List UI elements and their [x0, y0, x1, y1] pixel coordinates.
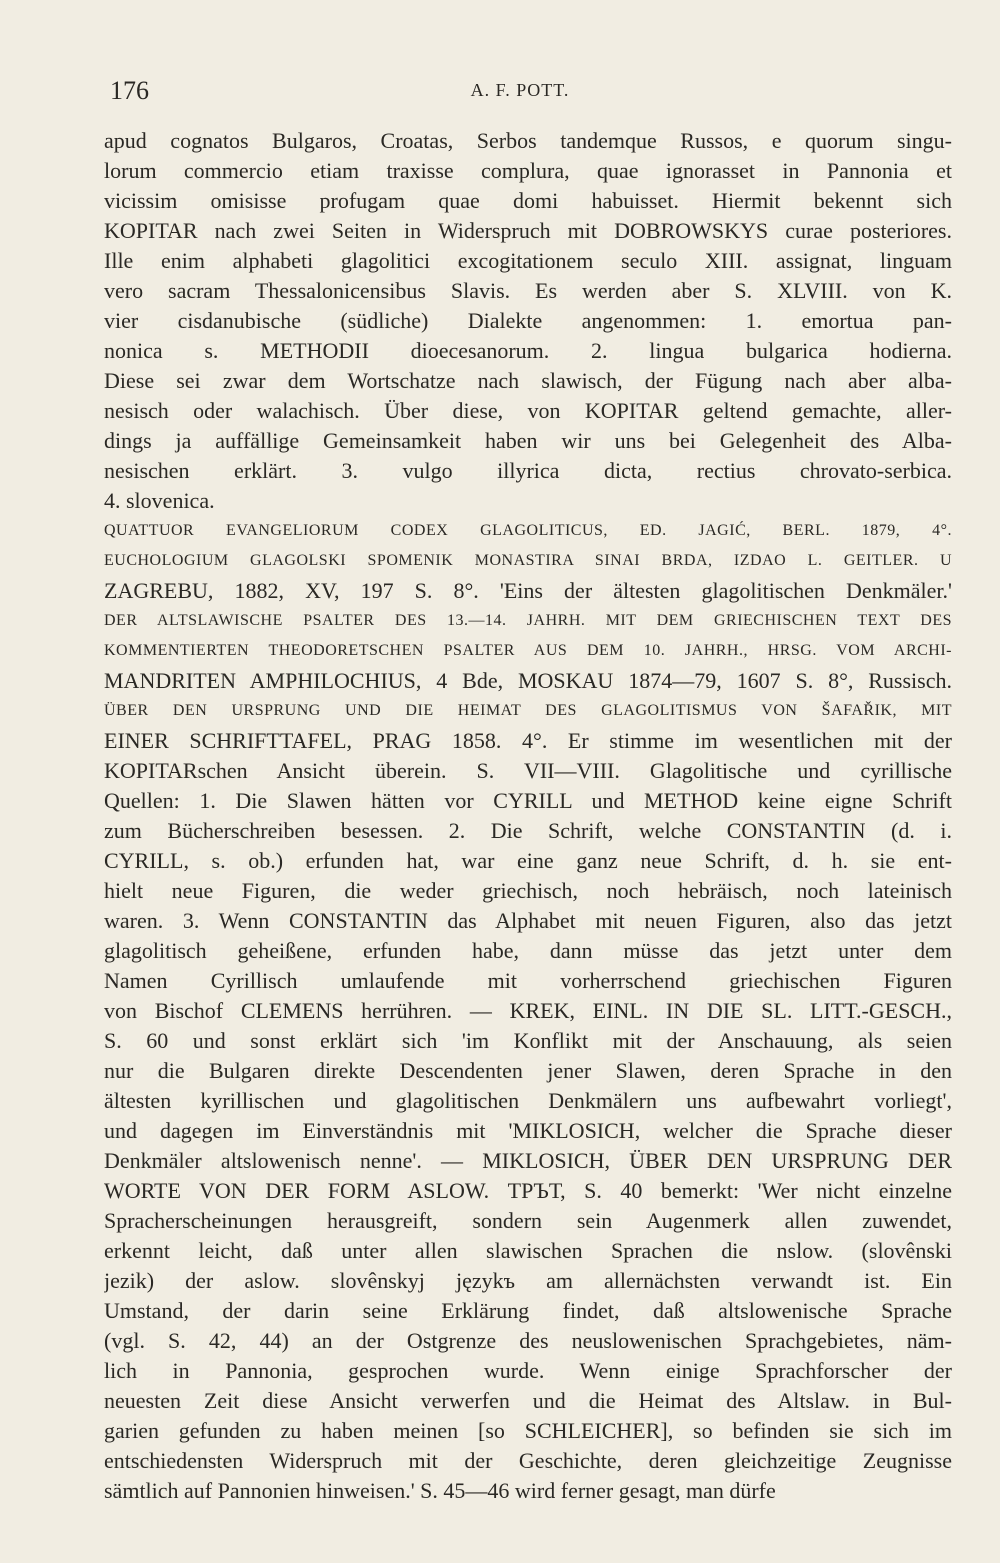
- text-line: apud cognatos Bulgaros, Croatas, Serbos tandemque Russos, e quorum singu-: [104, 128, 952, 153]
- text-line: ZAGREBU, 1882, XV, 197 S. 8°. 'Eins der ältesten glagolitischen Denkmäler.': [104, 578, 952, 603]
- text-line: Spracherscheinungen herausgreift, sondern sein Augenmerk allen zuwendet,: [104, 1208, 952, 1233]
- text-line: Diese sei zwar dem Wortschatze nach slawisch, der Fügung nach aber alba-: [104, 368, 952, 393]
- text-line: und dagegen im Einverständnis mit 'MIKLOSICH, welcher die Sprache dieser: [104, 1118, 952, 1143]
- text-line: zum Bücherschreiben besessen. 2. Die Schrift, welche CONSTANTIN (d. i.: [104, 818, 952, 843]
- text-line: S. 60 und sonst erklärt sich 'im Konflikt mit der Anschauung, als seien: [104, 1028, 952, 1053]
- text-line: vier cisdanubische (südliche) Dialekte angenommen: 1. emortua pan-: [104, 308, 952, 333]
- text-line: lich in Pannonia, gesprochen wurde. Wenn einige Sprachforscher der: [104, 1358, 952, 1383]
- text-line: WORTE VON DER FORM ASLOW. ТРЪТ, S. 40 bemerkt: 'Wer nicht einzelne: [104, 1178, 952, 1203]
- text-line: waren. 3. Wenn CONSTANTIN das Alphabet mit neuen Figuren, also das jetzt: [104, 908, 952, 933]
- text-line: erkennt leicht, daß unter allen slawischen Sprachen die nslow. (slovênski: [104, 1238, 952, 1263]
- text-line: neuesten Zeit diese Ansicht verwerfen und die Heimat des Altslaw. in Bul-: [104, 1388, 952, 1413]
- text-line: Umstand, der darin seine Erklärung findet, daß altslowenische Sprache: [104, 1298, 952, 1323]
- text-line: Quellen: 1. Die Slawen hätten vor CYRILL und METHOD keine eigne Schrift: [104, 788, 952, 813]
- text-line: von Bischof CLEMENS herrühren. — KREK, EINL. IN DIE SL. LITT.-GESCH.,: [104, 998, 952, 1023]
- text-line: ältesten kyrillischen und glagolitischen Denkmälern uns aufbewahrt vorliegt',: [104, 1088, 952, 1113]
- text-line: EUCHOLOGIUM GLAGOLSKI SPOMENIK MONASTIRA SINAI BRDA, IZDAO L. GEITLER. U: [104, 552, 952, 569]
- text-line: garien gefunden zu haben meinen [so SCHLEICHER], so befinden sie sich im: [104, 1418, 952, 1443]
- text-line: KOPITARschen Ansicht überein. S. VII—VIII. Glagolitische und cyrillische: [104, 758, 952, 783]
- text-line: dings ja auffällige Gemeinsamkeit haben wir uns bei Gelegenheit des Alba-: [104, 428, 952, 453]
- text-line: ÜBER DEN URSPRUNG UND DIE HEIMAT DES GLAGOLITISMUS VON ŠAFAŘIK, MIT: [104, 702, 952, 719]
- text-line: Denkmäler altslowenisch nenne'. — MIKLOSICH, ÜBER DEN URSPRUNG DER: [104, 1148, 952, 1173]
- text-line: vicissim omisisse profugam quae domi habuisset. Hiermit bekennt sich: [104, 188, 952, 213]
- text-line: sämtlich auf Pannonien hinweisen.' S. 45—46 wird ferner gesagt, man dürfe: [104, 1478, 776, 1503]
- text-line: nesisch oder walachisch. Über diese, von KOPITAR geltend gemachte, aller-: [104, 398, 952, 423]
- text-line: hielt neue Figuren, die weder griechisch, noch hebräisch, noch lateinisch: [104, 878, 952, 903]
- text-line: glagolitisch geheißene, erfunden habe, dann müsse das jetzt unter dem: [104, 938, 952, 963]
- text-line: vero sacram Thessalonicensibus Slavis. Es werden aber S. XLVIII. von K.: [104, 278, 952, 303]
- text-line: (vgl. S. 42, 44) an der Ostgrenze des neuslowenischen Sprachgebietes, näm-: [104, 1328, 952, 1353]
- text-line: QUATTUOR EVANGELIORUM CODEX GLAGOLITICUS, ED. JAGIĆ, BERL. 1879, 4°.: [104, 522, 952, 539]
- page-number: 176: [110, 76, 149, 105]
- text-line: nonica s. METHODII dioecesanorum. 2. lingua bulgarica hodierna.: [104, 338, 952, 363]
- page-header: [100, 72, 940, 112]
- text-line: lorum commercio etiam traxisse complura, quae ignorasset in Pannonia et: [104, 158, 952, 183]
- text-line: DER ALTSLAWISCHE PSALTER DES 13.—14. JAHRH. MIT DEM GRIECHISCHEN TEXT DES: [104, 612, 952, 629]
- text-line: EINER SCHRIFTTAFEL, PRAG 1858. 4°. Er stimme im wesentlichen mit der: [104, 728, 952, 753]
- text-line: KOPITAR nach zwei Seiten in Widerspruch mit DOBROWSKYS curae posteriores.: [104, 218, 952, 243]
- text-line: CYRILL, s. ob.) erfunden hat, war eine ganz neue Schrift, d. h. sie ent-: [104, 848, 952, 873]
- text-line: nesischen erklärt. 3. vulgo illyrica dicta, rectius chrovato-serbica.: [104, 458, 952, 483]
- text-line: entschiedensten Widerspruch mit der Geschichte, deren gleichzeitige Zeugnisse: [104, 1448, 952, 1473]
- text-line: jezik) der aslow. slovênskyj językъ am allernächsten verwandt ist. Ein: [104, 1268, 952, 1293]
- text-line: 4. slovenica.: [104, 488, 215, 513]
- text-line: Ille enim alphabeti glagolitici excogitationem seculo XIII. assignat, linguam: [104, 248, 952, 273]
- text-line: nur die Bulgaren direkte Descendenten jener Slawen, deren Sprache in den: [104, 1058, 952, 1083]
- text-line: KOMMENTIERTEN THEODORETSCHEN PSALTER AUS DEM 10. JAHRH., HRSG. VOM ARCHI-: [104, 642, 952, 659]
- running-head: A. F. POTT.: [470, 80, 570, 100]
- text-line: Namen Cyrillisch umlaufende mit vorherrschend griechischen Figuren: [104, 968, 952, 993]
- text-line: MANDRITEN AMPHILOCHIUS, 4 Bde, MOSKAU 1874—79, 1607 S. 8°, Russisch.: [104, 668, 952, 693]
- body-text: [104, 126, 952, 1506]
